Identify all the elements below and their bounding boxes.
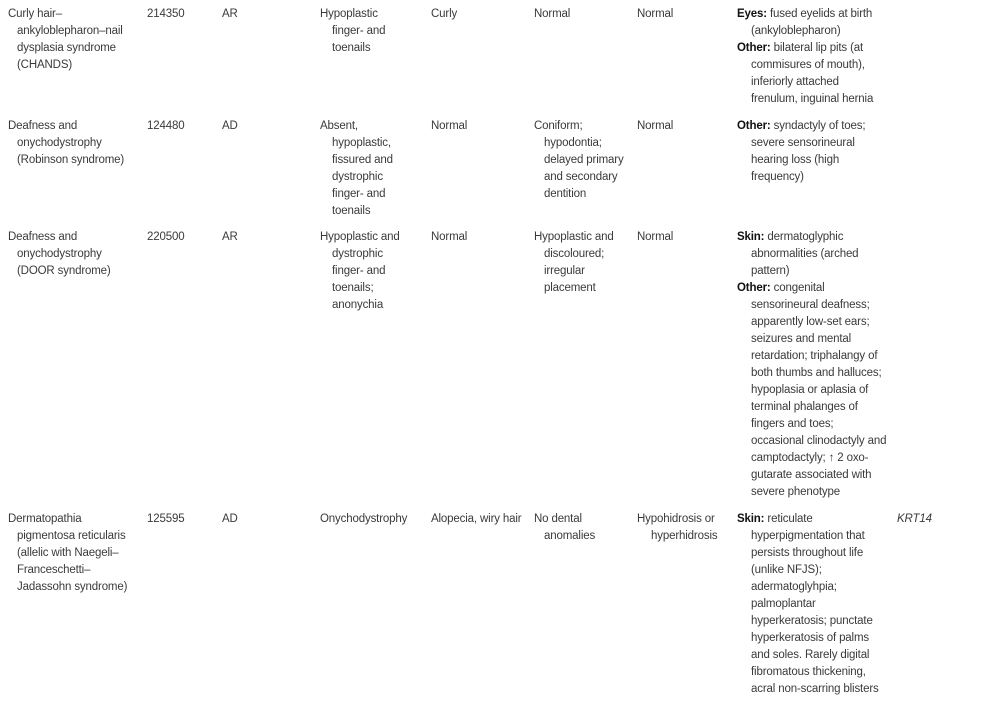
sweating-finding: Normal <box>637 120 674 132</box>
omim-number: 124480 <box>147 120 185 132</box>
teeth-finding: No dental anomalies <box>534 513 596 542</box>
sweating-finding: Hypohidrosis or hyperhidrosis <box>637 513 718 542</box>
other-finding-segment <box>737 511 887 698</box>
nails-finding: Absent, hypoplastic, fissured and dystrophic finger- and toenails <box>320 120 393 217</box>
syndrome-name: Deafness and onychodystrophy (Robinson syndrome) <box>8 120 125 166</box>
hair-finding: Alopecia, wiry hair <box>431 513 522 525</box>
inheritance-mode: AD <box>222 513 238 525</box>
sweating-finding: Normal <box>637 8 674 20</box>
gene-symbol <box>897 118 1008 119</box>
table-row <box>8 229 1008 501</box>
other-finding-segment <box>737 229 887 280</box>
finding-text: reticulate hyperpigmentation that persists throughout life (unlike NFJS); adermatoglyhpia; palmoplantar hyperkeratosis; punctate hyperkeratosis of palms and soles. Rarely digital fibromatous thickening, acral non-scarring blisters <box>751 513 879 695</box>
omim-number: 125595 <box>147 513 185 525</box>
other-findings <box>737 6 897 108</box>
other-findings <box>737 118 897 186</box>
finding-label: Other: <box>737 42 771 54</box>
teeth-finding: Coniform; hypodontia; delayed primary and secondary dentition <box>534 120 624 200</box>
other-finding-segment <box>737 6 887 40</box>
table-row <box>8 118 1008 220</box>
gene-symbol: KRT14 <box>897 513 932 525</box>
gene-symbol <box>897 229 1008 230</box>
omim-number: 220500 <box>147 231 185 243</box>
other-findings <box>737 511 897 698</box>
inheritance-mode: AR <box>222 8 238 20</box>
finding-label: Skin: <box>737 513 765 525</box>
teeth-finding: Normal <box>534 8 571 20</box>
finding-text: syndactyly of toes; severe sensorineural hearing loss (high frequency) <box>751 120 866 183</box>
table-row <box>8 511 1008 698</box>
inheritance-mode: AR <box>222 231 238 243</box>
sweating-finding: Normal <box>637 231 674 243</box>
gene-symbol <box>897 6 1008 7</box>
finding-label: Eyes: <box>737 8 767 20</box>
syndrome-name: Curly hair–ankyloblepharon–nail dysplasia syndrome (CHANDS) <box>8 8 123 71</box>
finding-text: dermatoglyphic abnormalities (arched pattern) <box>751 231 859 277</box>
omim-number: 214350 <box>147 8 185 20</box>
hair-finding: Normal <box>431 120 468 132</box>
nails-finding: Hypoplastic and dystrophic finger- and toenails; anonychia <box>320 231 400 311</box>
finding-label: Other: <box>737 120 771 132</box>
finding-label: Other: <box>737 282 771 294</box>
other-finding-segment <box>737 40 887 108</box>
hair-finding: Normal <box>431 231 468 243</box>
hair-finding: Curly <box>431 8 458 20</box>
syndrome-name: Deafness and onychodystrophy (DOOR syndrome) <box>8 231 111 277</box>
other-findings <box>737 229 897 501</box>
nails-finding: Hypoplastic finger- and toenails <box>320 8 386 54</box>
inheritance-mode: AD <box>222 120 238 132</box>
nails-finding: Onychodystrophy <box>320 513 408 525</box>
teeth-finding: Hypoplastic and discoloured; irregular placement <box>534 231 614 294</box>
finding-text: bilateral lip pits (at commisures of mouth), inferiorly attached frenulum, inguinal hernia <box>751 42 874 105</box>
table-row <box>8 6 1008 108</box>
other-finding-segment <box>737 118 887 186</box>
finding-text: fused eyelids at birth (ankyloblepharon) <box>751 8 873 37</box>
finding-text: congenital sensorineural deafness; apparently low-set ears; seizures and mental retardation; triphalangy of both thumbs and halluces; hypoplasia or aplasia of terminal phalanges of fingers and toes; occasional clinodactyly and camptodactyly; ↑ 2 oxo-gutarate associated with severe phenotype <box>751 282 887 498</box>
other-finding-segment <box>737 280 887 501</box>
syndrome-name: Dermatopathia pigmentosa reticularis (allelic with Naegeli–Franceschetti–Jadassohn syndrome) <box>8 513 128 593</box>
finding-label: Skin: <box>737 231 765 243</box>
